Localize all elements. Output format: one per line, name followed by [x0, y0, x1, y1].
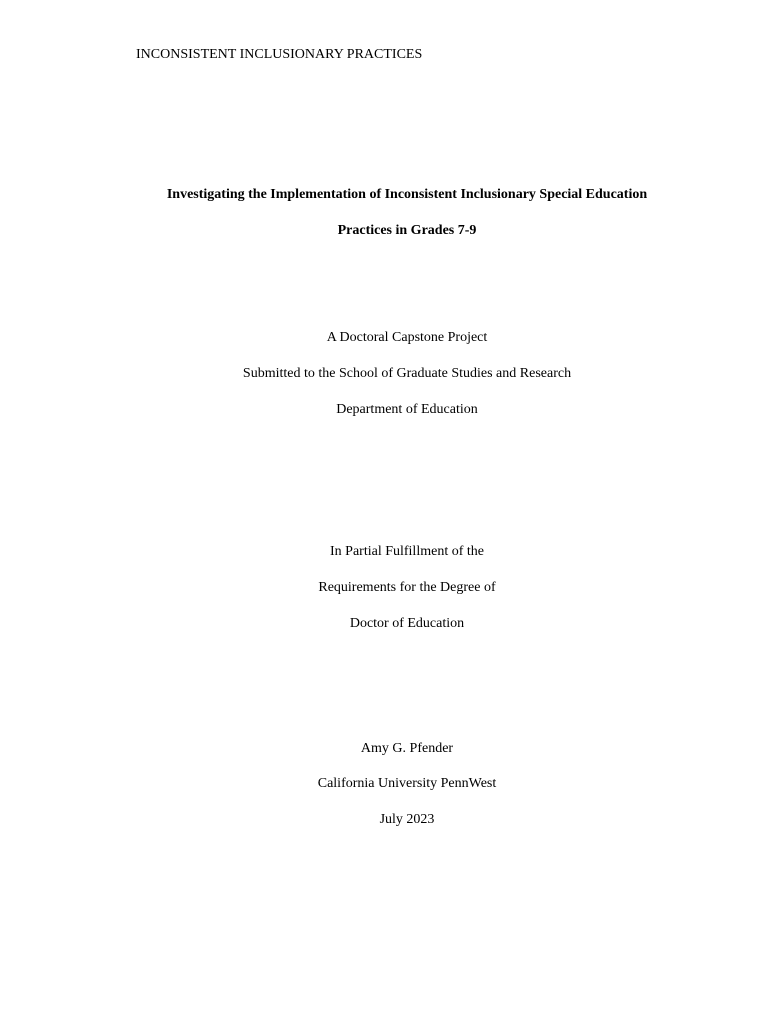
- author-name: Amy G. Pfender: [360, 741, 454, 756]
- project-type: A Doctoral Capstone Project: [326, 330, 488, 345]
- institution-name: California University PennWest: [317, 776, 497, 791]
- fulfillment-line-2: Requirements for the Degree of: [318, 580, 496, 595]
- running-head: INCONSISTENT INCLUSIONARY PRACTICES: [136, 47, 423, 62]
- submitted-to: Submitted to the School of Graduate Studies and Research: [242, 366, 572, 381]
- department: Department of Education: [336, 402, 478, 417]
- degree-name: Doctor of Education: [349, 616, 465, 631]
- submission-date: July 2023: [379, 812, 435, 827]
- fulfillment-line-1: In Partial Fulfillment of the: [330, 544, 484, 559]
- title-line-1: Investigating the Implementation of Inconsistent Inclusionary Special Education: [166, 187, 648, 202]
- title-line-2: Practices in Grades 7-9: [337, 223, 477, 238]
